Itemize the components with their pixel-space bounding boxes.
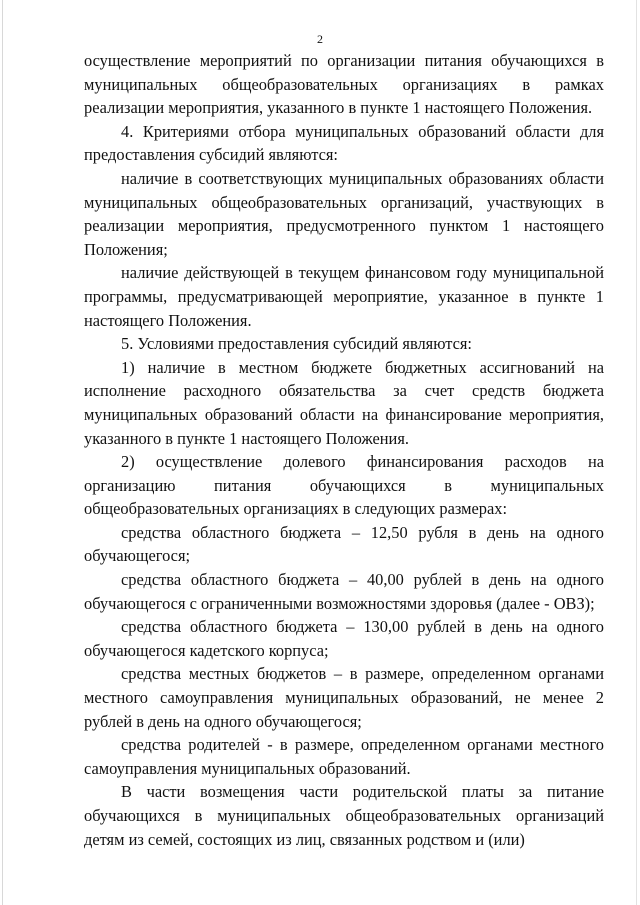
paragraph-criterion-1: наличие в соответствующих муниципальных образованиях области муниципальных общеобразовательных организаций, участвующих в реализации мероприятия, предусмотренного пунктом 1 настоящего Положения; — [84, 168, 604, 259]
paragraph-condition-2: 2) осуществление долевого финансирования расходов на организацию питания обучающихся в муниципальных общеобразовательных организациях в следующих размерах: — [84, 452, 604, 519]
paragraph-item-4: 4. Критериями отбора муниципальных образований области для предоставления субсидий являются: — [84, 121, 604, 165]
document-body — [84, 49, 604, 851]
paragraph-continuation: осуществление мероприятий по организации питания обучающихся в муниципальных общеобразовательных организациях в рамках реализации мероприятия, указанного в пункте 1 настоящего Положения. — [84, 51, 604, 118]
paragraph-funding-regional-ovz: средства областного бюджета – 40,00 рублей в день на одного обучающегося с ограниченными возможностями здоровья (далее - ОВЗ); — [84, 570, 604, 613]
paragraph-item-5: 5. Условиями предоставления субсидий являются: — [121, 334, 472, 354]
paragraph-funding-regional-general: средства областного бюджета – 12,50 рубля в день на одного обучающегося; — [84, 522, 604, 566]
paragraph-condition-1: 1) наличие в местном бюджете бюджетных ассигнований на исполнение расходного обязательства за счет средств бюджета муниципальных образований области на финансирование мероприятия, указанного в пункте 1 настоящего Положения. — [84, 357, 604, 448]
paragraph-criterion-2: наличие действующей в текущем финансовом году муниципальной программы, предусматривающей мероприятие, указанное в пункте 1 настоящего Положения. — [84, 263, 604, 330]
scan-edge-left — [2, 0, 3, 905]
paragraph-compensation: В части возмещения части родительской платы за питание обучающихся в муниципальных общеобразовательных организаций детям из семей, состоящих из лиц, связанных родством и (или) — [84, 782, 604, 849]
paragraph-funding-local: средства местных бюджетов – в размере, определенном органами местного самоуправления муниципальных образований, не менее 2 рублей в день на одного обучающегося; — [84, 664, 604, 731]
paragraph-funding-parents: средства родителей - в размере, определенном органами местного самоуправления муниципальных образований. — [84, 735, 604, 778]
paragraph-funding-regional-cadet: средства областного бюджета – 130,00 рублей в день на одного обучающегося кадетского корпуса; — [84, 617, 604, 660]
page-number: 2 — [317, 32, 323, 46]
scan-edge-right — [636, 0, 637, 905]
